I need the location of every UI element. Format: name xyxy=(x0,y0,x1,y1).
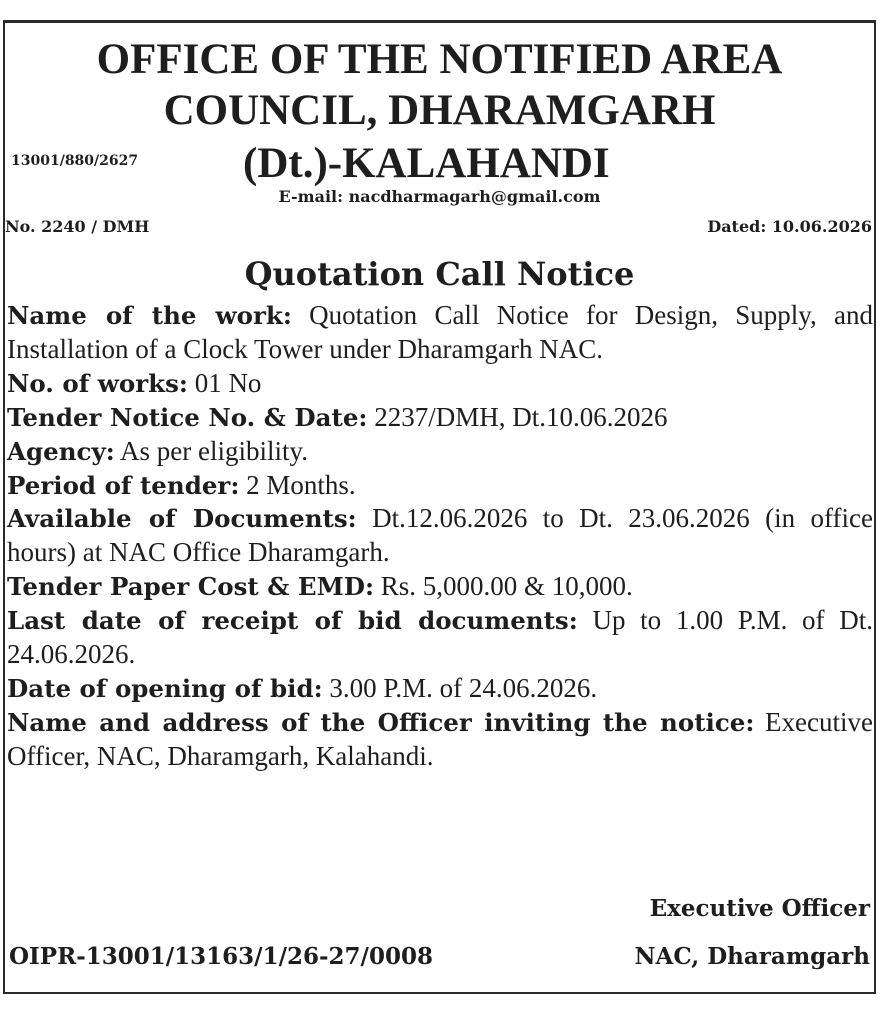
signature-designation: Executive Officer xyxy=(649,895,870,922)
field-value: 2 Months. xyxy=(239,469,356,500)
field-no-of-works xyxy=(7,367,873,401)
office-title-line-2: COUNCIL, DHARAMGARH xyxy=(163,87,716,134)
field-value: Executive Officer, NAC, Dharamgarh, Kalahandi. xyxy=(7,706,873,771)
field-value: Up to 1.00 P.M. of Dt. 24.06.2026. xyxy=(7,605,873,670)
field-label: Last date of receipt of bid documents: xyxy=(7,606,578,636)
notice-body xyxy=(7,299,873,774)
office-email: E-mail: nacdharmagarh@gmail.com xyxy=(278,187,601,206)
office-title-line-3: (Dt.)-KALAHANDI xyxy=(243,140,610,187)
field-value: Rs. 5,000.00 & 10,000. xyxy=(374,571,633,602)
office-title-line-1: OFFICE OF THE NOTIFIED AREA xyxy=(96,36,783,83)
letter-date: Dated: 10.06.2026 xyxy=(707,217,872,236)
field-value: Dt.12.06.2026 to Dt. 23.06.2026 (in office hours) at NAC Office Dharamgarh. xyxy=(7,503,873,568)
field-value: As per eligibility. xyxy=(114,435,308,466)
field-label: Name of the work: xyxy=(7,301,292,330)
letter-number: No. 2240 / DMH xyxy=(5,217,150,236)
field-documents xyxy=(7,502,873,570)
field-value: Quotation Call Notice for Design, Supply, and Installation of a Clock Tower under Dharamgarh NAC. xyxy=(7,300,873,364)
field-last-date xyxy=(7,604,873,672)
field-value: 3.00 P.M. of 24.06.2026. xyxy=(322,672,598,703)
field-label: Tender Notice No. & Date: xyxy=(7,402,368,432)
reference-code: 13001/880/2627 xyxy=(11,153,139,169)
field-period xyxy=(7,469,873,503)
field-agency xyxy=(7,435,873,469)
field-label: Available of Documents: xyxy=(7,504,357,534)
signature-office: NAC, Dharamgarh xyxy=(634,943,870,970)
field-label: Date of opening of bid: xyxy=(7,673,323,703)
field-label: No. of works: xyxy=(7,368,188,398)
quotation-notice xyxy=(3,20,876,994)
field-value: 01 No xyxy=(187,367,262,398)
field-label: Agency: xyxy=(7,436,115,466)
field-tender-notice xyxy=(7,401,873,435)
field-value: 2237/DMH, Dt.10.06.2026 xyxy=(367,401,668,432)
field-opening-date xyxy=(7,672,873,706)
field-cost-emd xyxy=(7,570,873,604)
field-officer xyxy=(7,706,873,774)
field-label: Period of tender: xyxy=(7,470,240,500)
oipr-number: OIPR-13001/13163/1/26-27/0008 xyxy=(9,943,433,970)
field-label: Tender Paper Cost & EMD: xyxy=(7,572,374,602)
field-name-of-work xyxy=(7,299,873,367)
notice-title: Quotation Call Notice xyxy=(244,255,635,293)
field-label: Name and address of the Officer inviting the notice: xyxy=(7,707,755,737)
